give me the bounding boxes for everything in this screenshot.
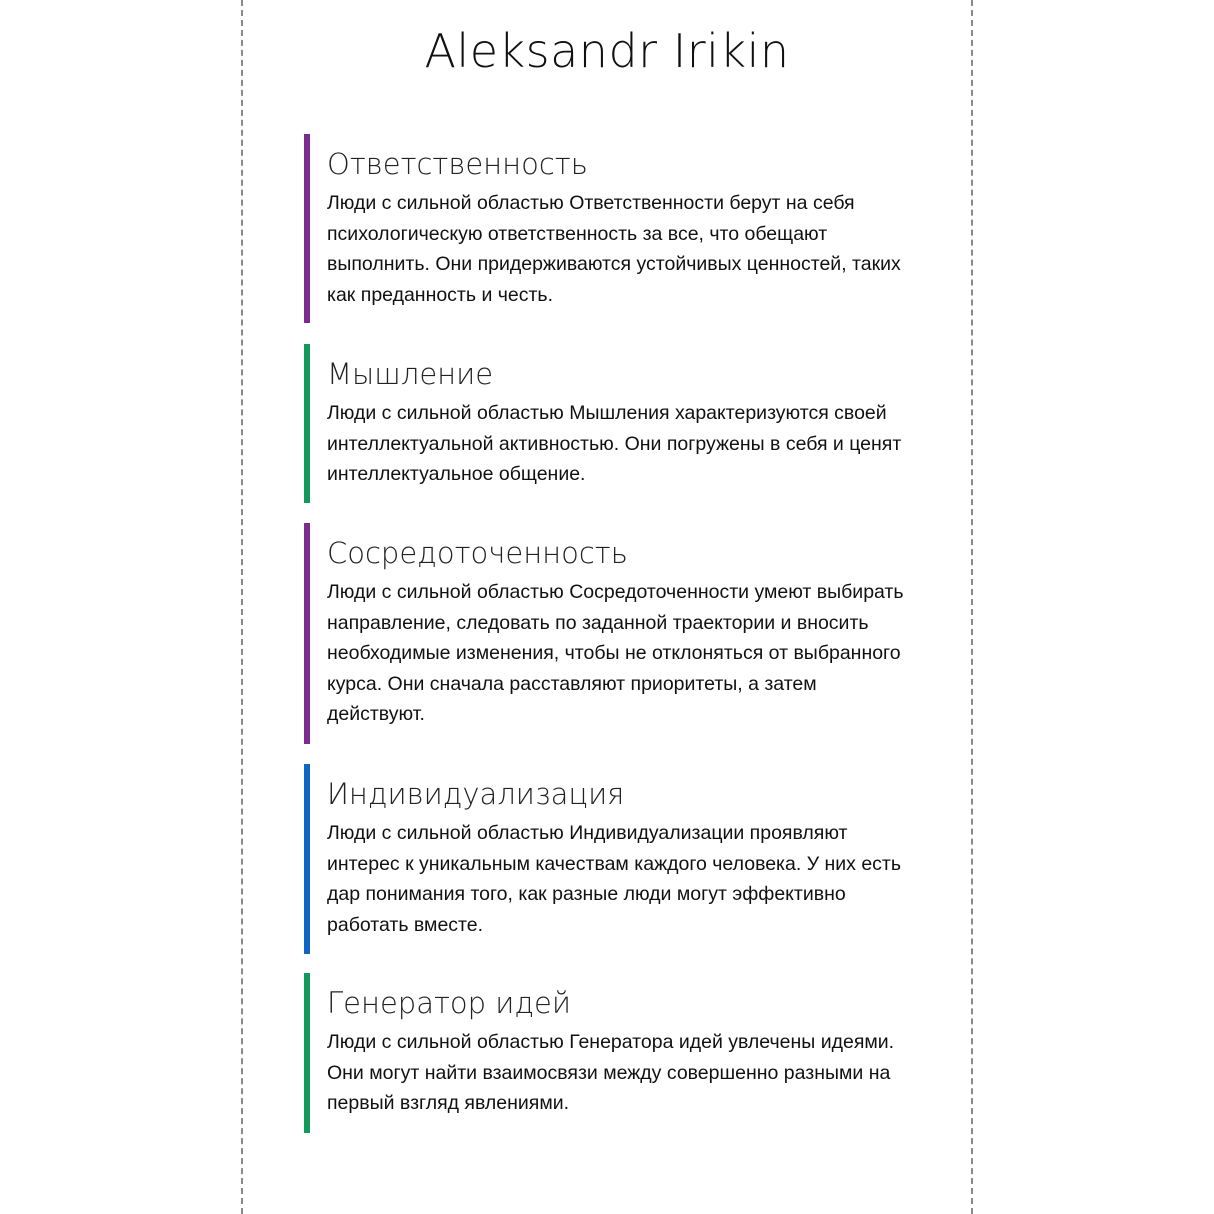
report-page [241, 0, 973, 1214]
strength-name: Индивидуализация [327, 777, 625, 811]
strength-card-thinking [304, 344, 914, 503]
strength-name: Сосредоточенность [327, 536, 628, 570]
strength-card-individualization [304, 764, 914, 954]
strength-description: Люди с сильной областью Генератора идей увлечены идеями. Они могут найти взаимосвязи между совершенно разными на первый взгляд явлениями. [327, 1031, 895, 1114]
strength-card-ideation [304, 973, 914, 1133]
strength-name: Мышление [327, 357, 494, 391]
strength-card-focus [304, 523, 914, 744]
strength-card-responsibility [304, 134, 914, 323]
strength-name: Ответственность [327, 147, 588, 181]
strength-description: Люди с сильной областью Ответственности берут на себя психологическую ответственность за все, что обещают выполнить. Они придерживаются устойчивых ценностей, таких как преданность и честь. [327, 192, 901, 306]
person-name-title: Aleksandr Irikin [424, 24, 790, 78]
strength-description: Люди с сильной областью Сосредоточенности умеют выбирать направление, следовать по заданной траектории и вносить необходимые изменения, чтобы не отклоняться от выбранного курса. Они сначала расставляют приоритеты, а затем действуют. [327, 581, 904, 725]
strength-description: Люди с сильной областью Мышления характеризуются своей интеллектуальной активностью. Они погружены в себя и ценят интеллектуальное общение. [327, 402, 902, 485]
strength-description: Люди с сильной областью Индивидуализации проявляют интерес к уникальным качествам каждого человека. У них есть дар понимания того, как разные люди могут эффективно работать вместе. [327, 822, 902, 936]
strength-name: Генератор идей [327, 986, 571, 1020]
